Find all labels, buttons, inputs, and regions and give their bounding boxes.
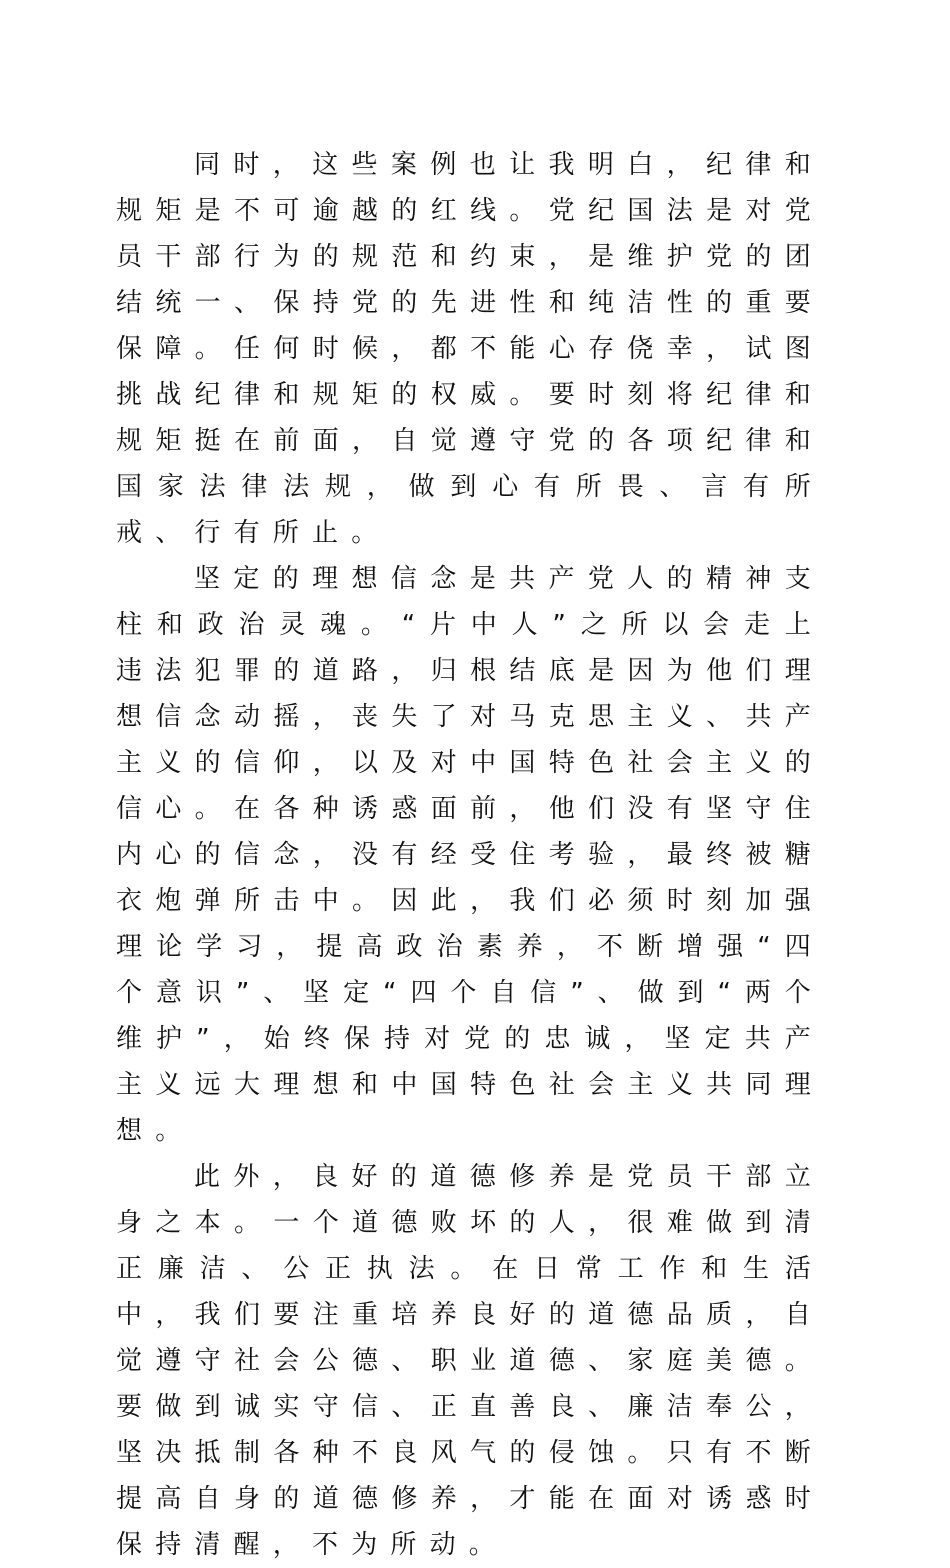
paragraph-moral-cultivation: 此外，良好的道德修养是党员干部立身之本。一个道德败坏的人，很难做到清正廉洁、公正执法。在日常工作和生活中，我们要注重培养良好的道德品质，自觉遵守社会公德、职业道德、家庭美德。要做到诚实守信、正直善良、廉洁奉公，坚决抵制各种不良风气的侵蚀。只有不断提高自身的道德修养，才能在面对诱惑时保持清醒，不为所动。 [116,1162,824,1560]
paragraph-discipline: 同时，这些案例也让我明白，纪律和规矩是不可逾越的红线。党纪国法是对党员干部行为的规范和约束，是维护党的团结统一、保持党的先进性和纯洁性的重要保障。任何时候，都不能心存侥幸，试图挑战纪律和规矩的权威。要时刻将纪律和规矩挺在前面，自觉遵守党的各项纪律和国家法律法规，做到心有所畏、言有所戒、行有所止。 [116,150,824,548]
paragraph-ideals-beliefs: 坚定的理想信念是共产党人的精神支柱和政治灵魂。“片中人”之所以会走上违法犯罪的道路，归根结底是因为他们理想信念动摇，丧失了对马克思主义、共产主义的信仰，以及对中国特色社会主义的信心。在各种诱惑面前，他们没有坚守住内心的信念，没有经受住考验，最终被糖衣炮弹所击中。因此，我们必须时刻加强理论学习，提高政治素养，不断增强“四个意识”、坚定“四个自信”、做到“两个维护”，始终保持对党的忠诚，坚定共产主义远大理想和中国特色社会主义共同理想。 [116,564,824,1146]
document-page [116,142,824,1568]
